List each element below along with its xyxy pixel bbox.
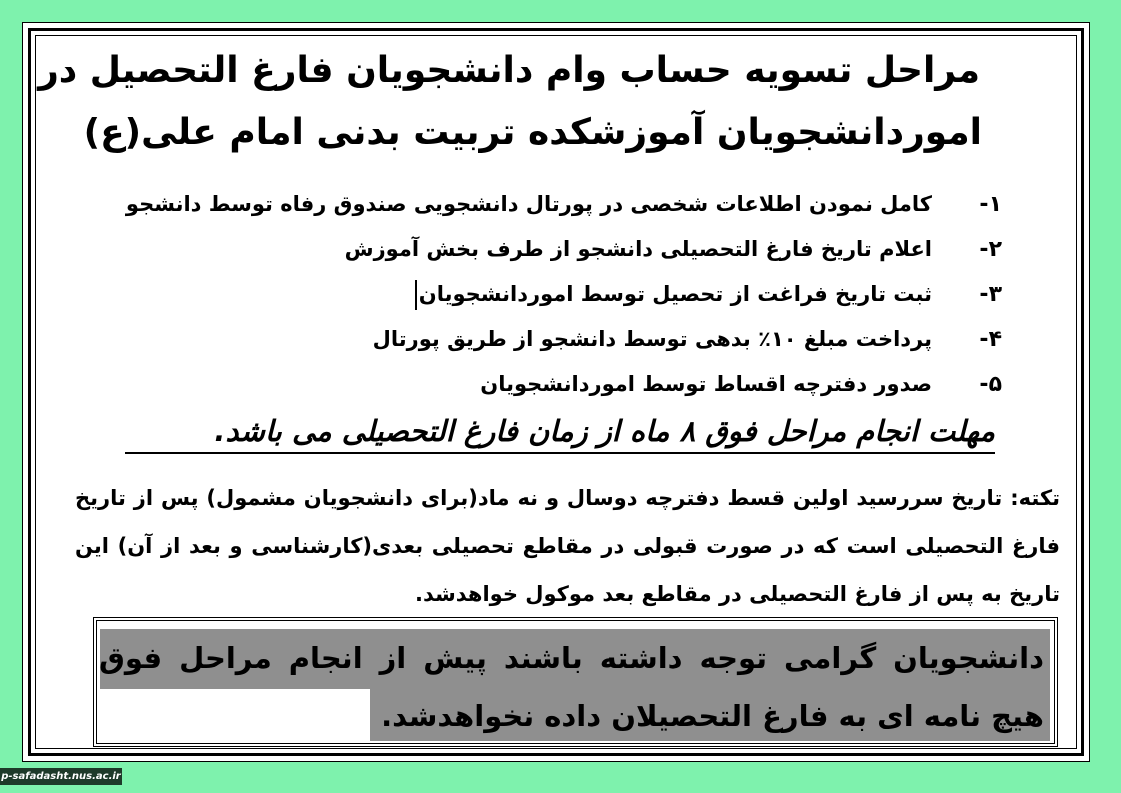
steps-list	[102, 182, 1002, 407]
site-watermark: p-safadasht.nus.ac.ir	[0, 768, 122, 785]
step-number: ۱-	[979, 192, 1002, 217]
step-item	[102, 227, 1002, 272]
title-line-2: اموردانشجویان آموزشکده تربیت بدنی امام علی(ع)	[83, 112, 982, 153]
step-number: ۵-	[979, 372, 1002, 397]
document-content	[22, 22, 1090, 762]
step-text: ثبت تاریخ فراغت از تحصیل توسط اموردانشجویان	[418, 282, 932, 306]
notice-text: دانشجویان گرامی توجه داشته باشند پیش از انجام مراحل فوق هیچ نامه ای به فارغ التحصیلان داده نخواهدشد.	[99, 641, 1044, 733]
step-number: ۴-	[979, 327, 1002, 352]
step-item	[102, 272, 1002, 317]
deadline-text: مهلت انجام مراحل فوق ۸ ماه از زمان فارغ التحصیلی می باشد.	[125, 414, 995, 454]
step-item	[102, 182, 1002, 227]
notice-box	[93, 617, 1058, 747]
step-text: صدور دفترچه اقساط توسط اموردانشجویان	[480, 372, 932, 396]
step-text: پرداخت مبلغ ۱۰٪ بدهی توسط دانشجو از طریق پورتال	[372, 327, 932, 351]
note-paragraph: تکته: تاریخ سررسید اولین قسط دفترچه دوسال و نه ماد(برای دانشجویان مشمول) پس از تاریخ فارغ التحصیلی است که در صورت قبولی در مقاطع تحصیلی بعدی(کارشناسی و بعد از آن) این تاریخ به پس از فارغ التحصیلی در مقاطع بعد موکول خواهدشد.	[75, 486, 1060, 606]
step-text: اعلام تاریخ فارغ التحصیلی دانشجو از طرف بخش آموزش	[344, 237, 932, 261]
step-text: کامل نمودن اطلاعات شخصی در پورتال دانشجویی صندوق رفاه توسط دانشجو	[125, 192, 932, 216]
step-item	[102, 362, 1002, 407]
text-cursor	[415, 280, 417, 310]
step-number: ۳-	[979, 282, 1002, 307]
title-line-1: مراحل تسویه حساب وام دانشجویان فارغ التحصیل در	[38, 50, 980, 91]
step-number: ۲-	[979, 237, 1002, 262]
step-item	[102, 317, 1002, 362]
notice-box-inner	[96, 620, 1055, 744]
